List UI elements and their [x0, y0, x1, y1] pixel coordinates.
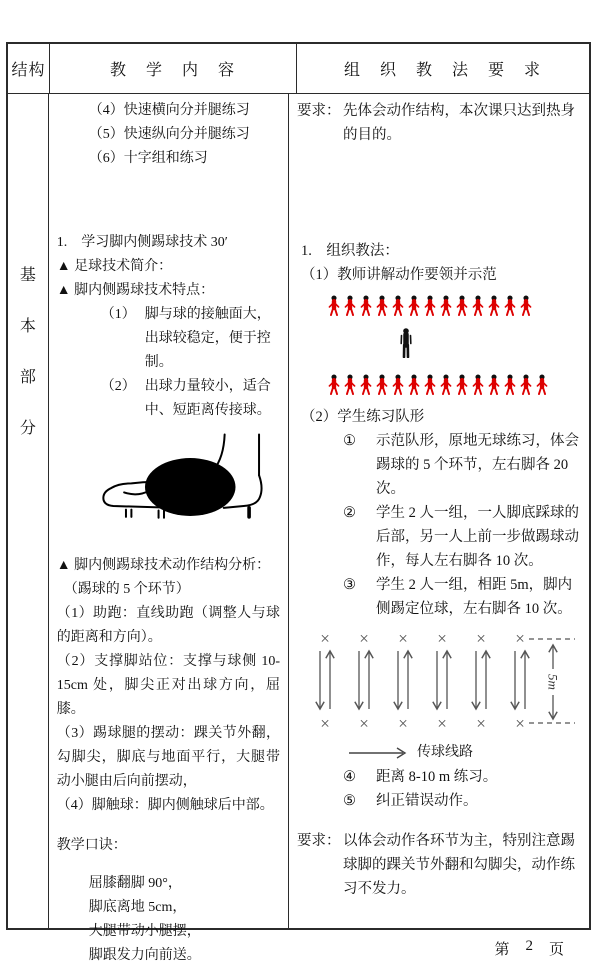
svg-text:×: ×	[398, 629, 408, 648]
technique-step: （1）助跑：直线助跑（调整人与球的距离和方向）。	[56, 606, 280, 645]
svg-text:5m: 5m	[545, 674, 561, 690]
org-method-title: 1. 组织教法：	[301, 243, 399, 259]
structure-char: 分	[19, 420, 36, 437]
student-icon	[375, 295, 389, 316]
practice-item	[343, 789, 581, 813]
footer-suffix: 页	[548, 942, 564, 958]
practice-text: 学生 2 人一组，一人脚底踩球的后部，另一人上前一步做踢球动作，每人左右脚各 10 次。	[376, 505, 579, 569]
student-icon	[455, 295, 469, 316]
student-icon	[471, 295, 485, 316]
structure-column	[8, 94, 49, 928]
student-icon	[519, 374, 533, 395]
student-icon	[439, 374, 453, 395]
svg-text:×: ×	[398, 714, 408, 733]
page-number-footer	[494, 938, 564, 959]
practice-number: ①	[343, 433, 356, 449]
legend-text: 传球线路	[417, 745, 473, 760]
student-icon	[471, 374, 485, 395]
practice-text: 纠正错误动作。	[376, 793, 478, 809]
student-icon	[503, 295, 517, 316]
practice-item	[343, 765, 581, 789]
technique-step: （4）脚触球：脚内侧触球后中部。	[56, 798, 274, 813]
student-icon	[487, 295, 501, 316]
student-icon	[375, 374, 389, 395]
requirement-text: 先体会动作结构，本次课只达到热身的目的。	[343, 103, 575, 143]
structure-char: 本	[19, 318, 36, 335]
students-row-2	[327, 374, 581, 395]
svg-text:×: ×	[515, 629, 525, 648]
student-icon	[359, 374, 373, 395]
student-icon	[439, 295, 453, 316]
feature-item	[101, 375, 280, 423]
requirement-label: 要求：	[297, 103, 341, 119]
mnemonic-line: 脚底离地 5cm，	[88, 900, 187, 915]
mnemonic-line: 大腿带动小腿摆，	[88, 924, 201, 939]
pass-route-legend	[347, 741, 581, 765]
practice-text: 学生 2 人一组，相距 5m，脚内侧踢定位球，左右脚各 10 次。	[376, 577, 573, 617]
student-icon	[343, 374, 357, 395]
drill-formation-diagram	[303, 625, 581, 741]
practice-number: ④	[343, 769, 356, 785]
student-icon	[327, 374, 341, 395]
header-organization-method: 组 织 教 法 要 求	[343, 62, 542, 79]
feature-number: （2）	[100, 379, 136, 394]
requirement-text: 以体会动作各环节为主，特别注意踢球脚的踝关节外翻和勾脚尖，动作练习不发力。	[343, 833, 575, 897]
practice-item	[343, 429, 581, 501]
intro-line: ▲ 足球技术简介：	[56, 259, 173, 274]
table-header-row	[8, 44, 589, 94]
org-step-1: （1）教师讲解动作要领并示范	[301, 267, 497, 283]
svg-text:×: ×	[320, 714, 330, 733]
practice-text: 距离 8-10 m 练习。	[376, 769, 498, 785]
technique-step: （2）支撑脚站位：支撑与球侧 10-15cm 处，脚尖正对出球方向，屈膝。	[56, 654, 280, 717]
footer-page-number: 2	[525, 938, 533, 954]
student-icon	[327, 295, 341, 316]
svg-text:×: ×	[437, 629, 447, 648]
requirement-top	[297, 99, 581, 147]
student-icon	[359, 295, 373, 316]
org-step-2: （2）学生练习队形	[301, 409, 425, 425]
teaching-content-column	[49, 94, 289, 963]
practice-number: ②	[343, 505, 356, 521]
foot-and-ball-drawing	[97, 431, 269, 543]
teacher-figure	[397, 328, 581, 358]
svg-text:×: ×	[515, 714, 525, 733]
student-icon	[343, 295, 357, 316]
warmup-item: （6）十字组和练习	[88, 151, 208, 166]
feature-item	[101, 303, 280, 375]
student-icon	[503, 374, 517, 395]
lesson-plan-table	[6, 42, 591, 963]
teacher-icon	[397, 328, 415, 358]
feature-number: （1）	[100, 307, 136, 322]
practice-item	[343, 573, 581, 621]
structure-char: 部	[19, 369, 36, 386]
structure-char: 基	[19, 267, 36, 284]
student-icon	[423, 295, 437, 316]
analysis-subtitle: （踢球的 5 个环节）	[56, 582, 190, 597]
student-icon	[407, 295, 421, 316]
requirement-label: 要求：	[297, 833, 341, 849]
intro-line: ▲ 脚内侧踢球技术特点：	[56, 283, 215, 298]
students-row-1	[327, 295, 581, 316]
kick-technique-figure	[97, 431, 280, 552]
feature-text: 出球力量较小，适合中、短距离传接球。	[144, 379, 271, 418]
mnemonic-line: 屈膝翻脚 90°，	[88, 876, 182, 891]
svg-text:×: ×	[359, 629, 369, 648]
mnemonic-title: 教学口诀：	[56, 838, 127, 853]
organization-column	[289, 94, 589, 928]
svg-text:×: ×	[476, 714, 486, 733]
table-body-row	[8, 94, 589, 963]
student-icon	[391, 295, 405, 316]
section-title: 1. 学习脚内侧踢球技术 30′	[56, 235, 228, 250]
requirement-bottom	[297, 829, 581, 901]
analysis-title: ▲ 脚内侧踢球技术动作结构分析：	[56, 558, 271, 573]
feature-text: 脚与球的接触面大，出球较稳定，便于控制。	[144, 307, 271, 370]
student-icon	[535, 374, 549, 395]
student-icon	[455, 374, 469, 395]
practice-number: ③	[343, 577, 356, 593]
arrow-right-icon	[347, 746, 415, 760]
svg-text:×: ×	[359, 714, 369, 733]
header-structure: 结构	[8, 44, 50, 93]
student-icon	[423, 374, 437, 395]
student-icon	[391, 374, 405, 395]
student-icon	[407, 374, 421, 395]
practice-item	[343, 501, 581, 573]
mnemonic-verse	[89, 872, 280, 964]
practice-number: ⑤	[343, 793, 356, 809]
student-icon	[519, 295, 533, 316]
svg-text:×: ×	[320, 629, 330, 648]
header-teaching-content: 教 学 内 容	[50, 44, 297, 93]
student-icon	[487, 374, 501, 395]
warmup-item: （5）快速纵向分并腿练习	[88, 127, 250, 142]
svg-text:×: ×	[437, 714, 447, 733]
warmup-item: （4）快速横向分并腿练习	[88, 103, 250, 118]
footer-prefix: 第	[494, 942, 510, 958]
svg-text:×: ×	[476, 629, 486, 648]
practice-text: 示范队形，原地无球练习，体会踢球的 5 个环节，左右脚各 20 次。	[376, 433, 579, 497]
mnemonic-line: 脚跟发力向前送。	[88, 948, 201, 963]
technique-step: （3）踢球腿的摆动：踝关节外翻，勾脚尖，脚底与地面平行，大腿带动小腿由后向前摆动，	[56, 726, 280, 789]
